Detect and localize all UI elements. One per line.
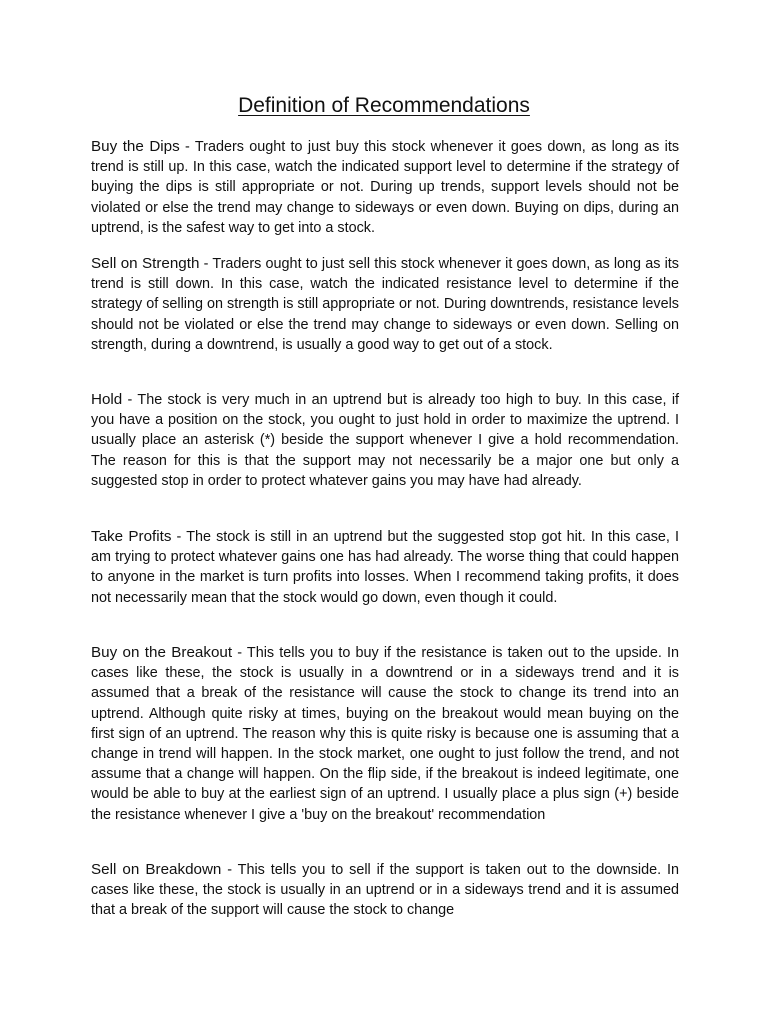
term-hold: Hold [91, 391, 123, 408]
definition-text: The stock is very much in an uptrend but is already too high to buy. In this case, if you have a position on the stock, you ought to just hold in order to maximize the uptrend. I usually place an asterisk (*) beside the support whenever I give a hold recommendation. The reason for this is that the support may not necessarily be a major one but only a suggested stop in order to protect whatever gains you may have had already. [91, 392, 680, 489]
page-title: Definition of Recommendations [238, 94, 530, 117]
definition-hold [91, 390, 679, 491]
term-separator: - [232, 645, 247, 661]
term-sell-on-strength: Sell on Strength [91, 255, 200, 272]
definition-text: This tells you to sell if the support is taken out to the downside. In cases like these, the stock is usually in an uptrend or in a sideways trend and it is assumed that a break of the support will cause the stock to change [91, 862, 680, 919]
term-take-profits: Take Profits [91, 528, 172, 545]
term-separator: - [221, 862, 238, 878]
definition-buy-the-dips [91, 137, 679, 238]
term-separator: - [199, 256, 213, 272]
definition-text: Traders ought to just sell this stock whenever it goes down, as long as its trend is still down. In this case, watch the indicated resistance level to determine if the strategy of selling on strength is still appropriate or not. During downtrends, resistance levels should not be violated or else the trend may change to sideways or even down. Selling on strength, during a downtrend, is usually a good way to get out of a stock. [91, 256, 680, 353]
term-separator: - [122, 392, 138, 408]
term-separator: - [179, 139, 195, 155]
definition-sell-on-breakdown [91, 860, 679, 921]
term-separator: - [171, 529, 187, 545]
definition-text: The stock is still in an uptrend but the suggested stop got hit. In this case, I am trying to protect whatever gains one has had already. The worse thing that could happen to anyone in the market is turn profits into losses. When I recommend taking profits, it does not necessarily mean that the stock would go down, even though it could. [91, 529, 679, 606]
definition-sell-on-strength [91, 254, 679, 355]
term-sell-on-breakdown: Sell on Breakdown [91, 861, 222, 878]
definition-text: Traders ought to just buy this stock whenever it goes down, as long as its trend is still up. In this case, watch the indicated support level to determine if the strategy of buying the dips is still appropriate or not. During up trends, support levels should not be violated or else the trend may change to sideways or even down. Buying on dips, during an uptrend, is the safest way to get into a stock. [91, 139, 680, 236]
term-buy-the-dips: Buy the Dips [91, 138, 180, 155]
definition-buy-on-the-breakout [91, 643, 679, 825]
term-buy-on-the-breakout: Buy on the Breakout [91, 644, 233, 661]
definition-text: This tells you to buy if the resistance is taken out to the upside. In cases like these, the stock is usually in a downtrend or in a sideways trend and it is assumed that a break of the resistance will cause the stock to change its trend into an uptrend. Although quite risky at times, buying on the breakout would mean buying on the first sign of an uptrend. The reason why this is quite risky is because one is assuming that a change in trend will happen. In the stock market, one ought to just follow the trend, and not assume that a change will happen. On the flip side, if the breakout is indeed legitimate, one would be able to buy at the earliest sign of an uptrend. I usually place a plus sign (+) beside the resistance whenever I give a 'buy on the breakout' recommendation [91, 645, 679, 823]
definition-take-profits [91, 527, 679, 608]
